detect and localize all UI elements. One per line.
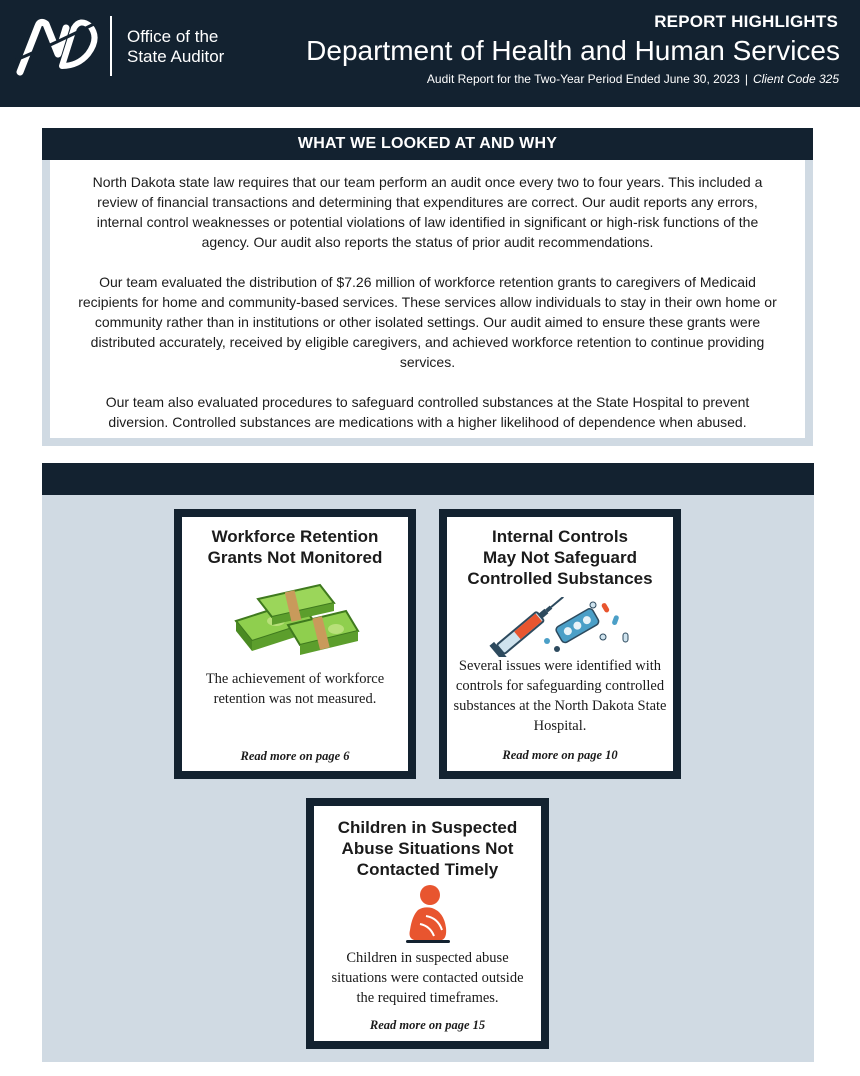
finding-title: [182, 526, 408, 568]
looked-at-paragraph: Our team evaluated the distribution of $7.26 million of workforce retention grants to caregivers of Medicaid recipients for home and community-based services. These services allow individuals to stay in their own home or community rather than in institutions or other isolated settings. Our audit aimed to ensure these grants were distributed accurately, received by eligible caregivers, and achieved workforce retention to continue providing services.: [78, 274, 777, 370]
finding-title: [447, 526, 673, 589]
finding-card-child-abuse: [306, 798, 549, 1049]
read-more-link[interactable]: Read more on page 10: [502, 748, 618, 762]
title-line: May Not Safeguard: [483, 548, 637, 567]
sitting-child-icon: [404, 884, 452, 946]
looked-at-heading: WHAT WE LOOKED AT AND WHY: [42, 128, 813, 160]
department-title: Department of Health and Human Services: [306, 35, 840, 66]
looked-at-body: [50, 160, 805, 438]
audit-period: Audit Report for the Two-Year Period Ended June 30, 2023: [426, 72, 740, 86]
title-line: Internal Controls: [491, 527, 628, 546]
client-code: Client Code 325: [752, 72, 839, 86]
office-line-2: State Auditor: [127, 47, 225, 66]
title-line: Abuse Situations Not: [341, 839, 514, 858]
read-more-link[interactable]: Read more on page 6: [240, 749, 350, 763]
looked-at-section: [42, 128, 813, 446]
read-more-link[interactable]: Read more on page 15: [369, 1018, 486, 1032]
title-line: Children in Suspected: [337, 818, 518, 837]
nd-logo-icon: [14, 14, 100, 76]
title-line: Workforce Retention: [211, 527, 379, 546]
logo-divider: [110, 16, 112, 76]
money-stack-icon: [228, 581, 362, 661]
office-line-1: Office of the: [127, 27, 219, 46]
finding-description: The achievement of workforce retention was not measured.: [205, 671, 385, 707]
title-line: Grants Not Monitored: [207, 548, 383, 567]
office-name: [127, 27, 224, 67]
looked-at-paragraph: North Dakota state law requires that our team perform an audit once every two to four years. This included a review of financial transactions and determining that expenditures are correct. Our audit reports any errors, internal control weaknesses or potential violations of law identified in significant or high-risk functions of the agency. Our audit also reports the status of prior audit recommendations.: [92, 174, 763, 250]
finding-description: Several issues were identified with controls for safeguarding controlled substances at the North Dakota State Hospital.: [453, 658, 667, 734]
audit-period-line: [427, 72, 839, 86]
finding-description: Children in suspected abuse situations were contacted outside the required timeframes.: [331, 950, 524, 1006]
findings-heading-bar: [42, 463, 814, 495]
blister-pack: [555, 607, 600, 644]
report-header: [0, 0, 860, 107]
finding-title: [314, 817, 541, 880]
looked-at-paragraph: Our team also evaluated procedures to safeguard controlled substances at the State Hospital to prevent diversion. Controlled substances are medications with a higher likelihood of dependence when abused.: [105, 394, 750, 430]
syringe-pills-icon: [485, 597, 635, 657]
title-line: Contacted Timely: [356, 860, 499, 879]
finding-card-workforce: [174, 509, 416, 779]
finding-card-controlled-substances: [439, 509, 681, 779]
report-highlights-label: REPORT HIGHLIGHTS: [654, 12, 838, 31]
separator: |: [744, 72, 748, 86]
title-line: Controlled Substances: [467, 569, 653, 588]
